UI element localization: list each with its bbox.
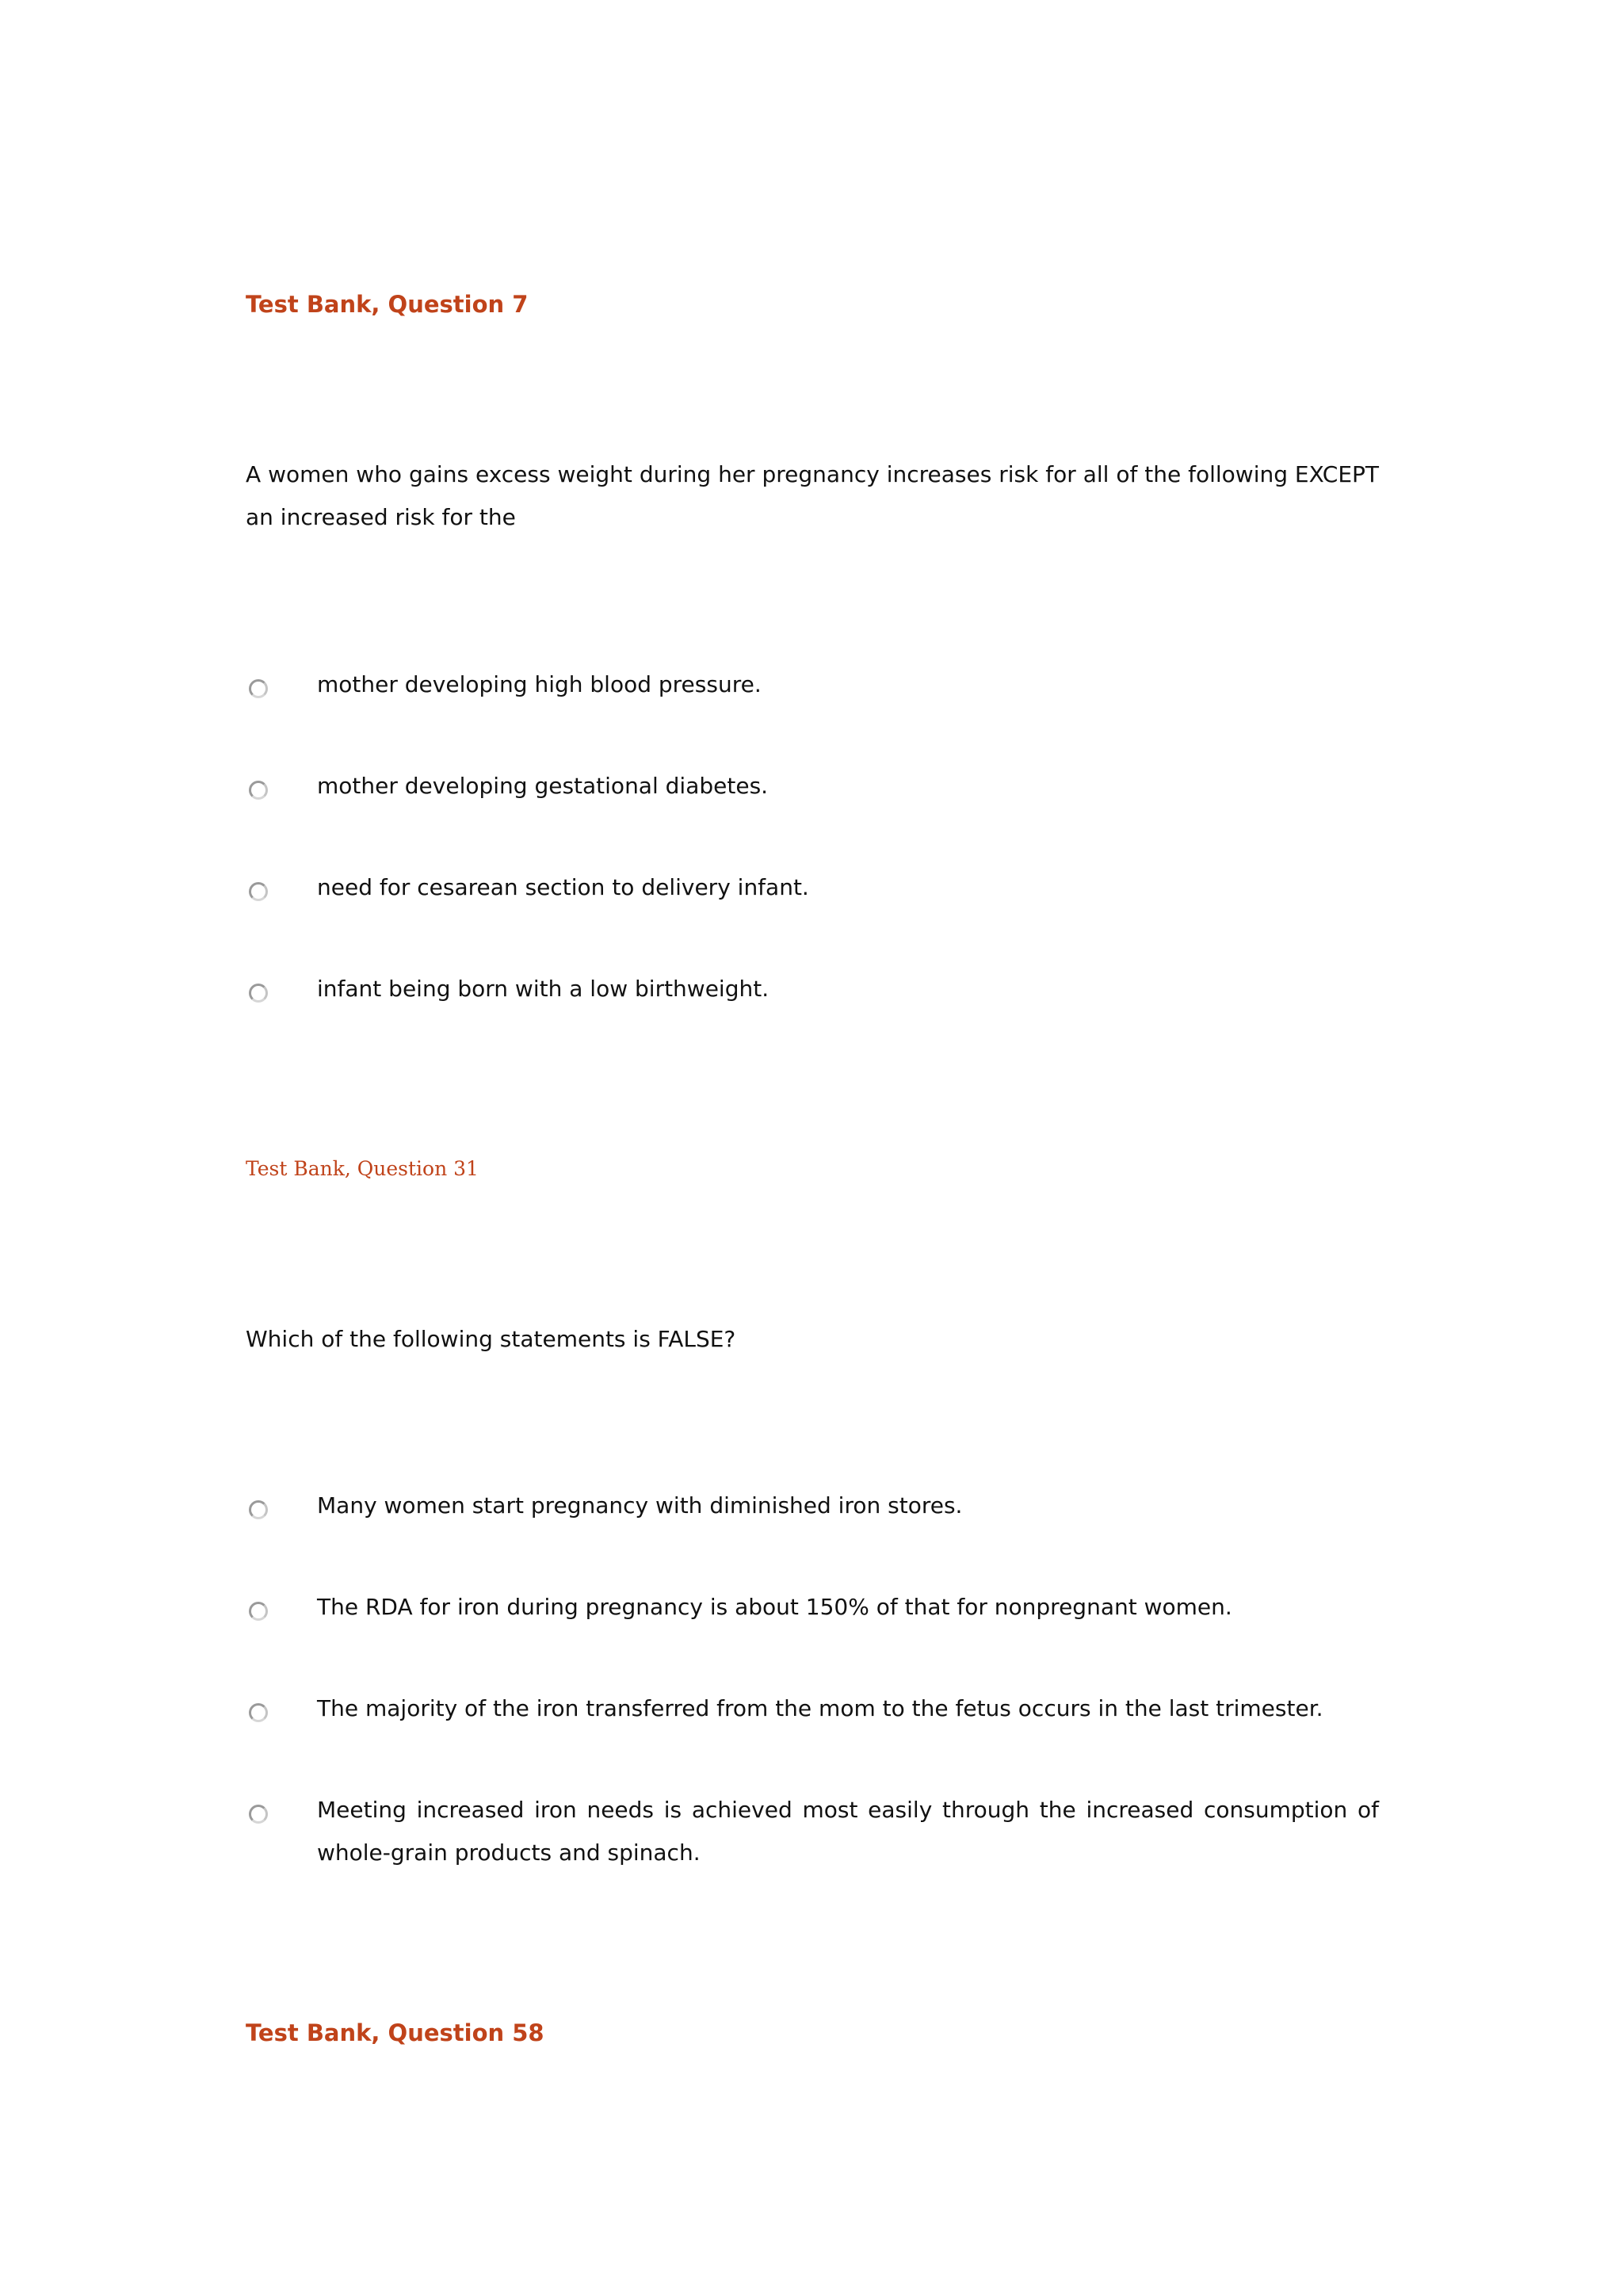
option-label: Meeting increased iron needs is achieved most easily through the increased consumption of whole-grain products and spinach. [317, 1797, 1379, 1866]
radio-button[interactable] [249, 1703, 268, 1722]
option-label: need for cesarean section to delivery infant. [317, 874, 809, 900]
option-label: mother developing high blood pressure. [317, 671, 762, 697]
option-label: infant being born with a low birthweight. [317, 976, 769, 1002]
option-label: The RDA for iron during pregnancy is about 150% of that for nonpregnant women. [317, 1594, 1232, 1620]
option-label: Many women start pregnancy with diminished iron stores. [317, 1492, 963, 1519]
radio-button[interactable] [249, 679, 268, 698]
question-7-heading: Test Bank, Question 7 [246, 291, 529, 318]
question-7-prompt: A women who gains excess weight during her pregnancy increases risk for all of the following EXCEPT an increased risk for the [246, 461, 1379, 530]
radio-button[interactable] [249, 882, 268, 901]
question-31-heading: Test Bank, Question 31 [246, 1157, 479, 1180]
radio-button[interactable] [249, 1805, 268, 1824]
option-label: mother developing gestational diabetes. [317, 773, 769, 799]
option-label: The majority of the iron transferred from the mom to the fetus occurs in the last trimester. [317, 1695, 1323, 1721]
radio-button[interactable] [249, 1602, 268, 1621]
radio-button[interactable] [249, 781, 268, 800]
radio-button[interactable] [249, 984, 268, 1003]
question-31-prompt: Which of the following statements is FALSE? [246, 1326, 736, 1352]
radio-button[interactable] [249, 1500, 268, 1519]
question-58-heading: Test Bank, Question 58 [246, 2019, 544, 2046]
